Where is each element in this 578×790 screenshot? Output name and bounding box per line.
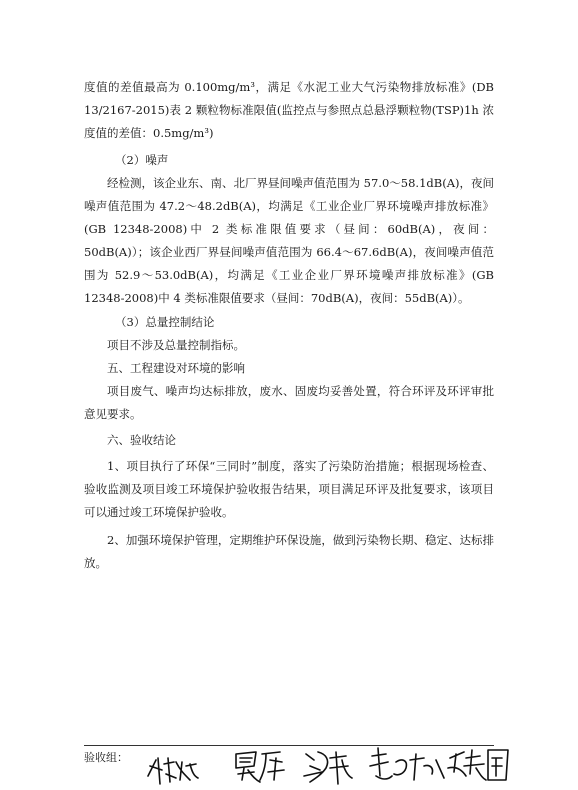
paragraph-conclusion-2: 2、加强环境保护管理，定期维护环保设施，做到污染物长期、稳定、达标排放。 — [84, 533, 494, 570]
heading-section-six: 六、验收结论 — [107, 433, 176, 447]
handwritten-signatures — [140, 740, 520, 790]
paragraph-environment-impact: 项目废气、噪声均达标排放，废水、固废均妥善处置，符合环评及环评审批意见要求。 — [84, 384, 494, 421]
paragraph-total-control: 项目不涉及总量控制指标。 — [107, 338, 245, 352]
signature-1 — [148, 758, 198, 784]
acceptance-group-label: 验收组： — [84, 751, 128, 764]
signature-3 — [304, 752, 352, 784]
heading-total-control: （3）总量控制结论 — [115, 315, 215, 329]
signature-4 — [370, 748, 444, 780]
paragraph-noise-result: 经检测，该企业东、南、北厂界昼间噪声值范围为 57.0～58.1dB(A)，夜间噪声值范围为 47.2～48.2dB(A)，均满足《工业企业厂界环境噪声排放标准》(GB 12348-2008)中 2 类标准限值要求（昼间：60dB(A)，夜间：50dB(A)）；该企业西厂界昼间噪声值范围为 66.4～67.6dB(A)，夜间噪声值范围为 52.9～53.0dB(A)，均满足《工业企业厂界环境噪声排放标准》(GB 12348-2008)中 4 类标准限值要求（昼间：70dB(A)，夜间：55dB(A)）。 — [84, 176, 494, 305]
paragraph-conclusion-1: 1、项目执行了环保“三同时”制度，落实了污染防治措施；根据现场检查、验收监测及项目竣工环境保护验收报告结果，项目满足环评及批复要求，该项目可以通过竣工环境保护验收。 — [84, 459, 494, 519]
signature-2 — [236, 752, 284, 782]
signature-5 — [448, 750, 508, 780]
paragraph-particulate-result: 度值的差值最高为 0.100mg/m³，满足《水泥工业大气污染物排放标准》(DB 13/2167-2015)表 2 颗粒物标准限值(监控点与参照点总悬浮颗粒物(TSP)1h 浓度值的差值：0.5mg/m³) — [84, 80, 494, 140]
heading-noise: （2）噪声 — [115, 153, 169, 167]
heading-section-five: 五、工程建设对环境的影响 — [107, 361, 245, 375]
